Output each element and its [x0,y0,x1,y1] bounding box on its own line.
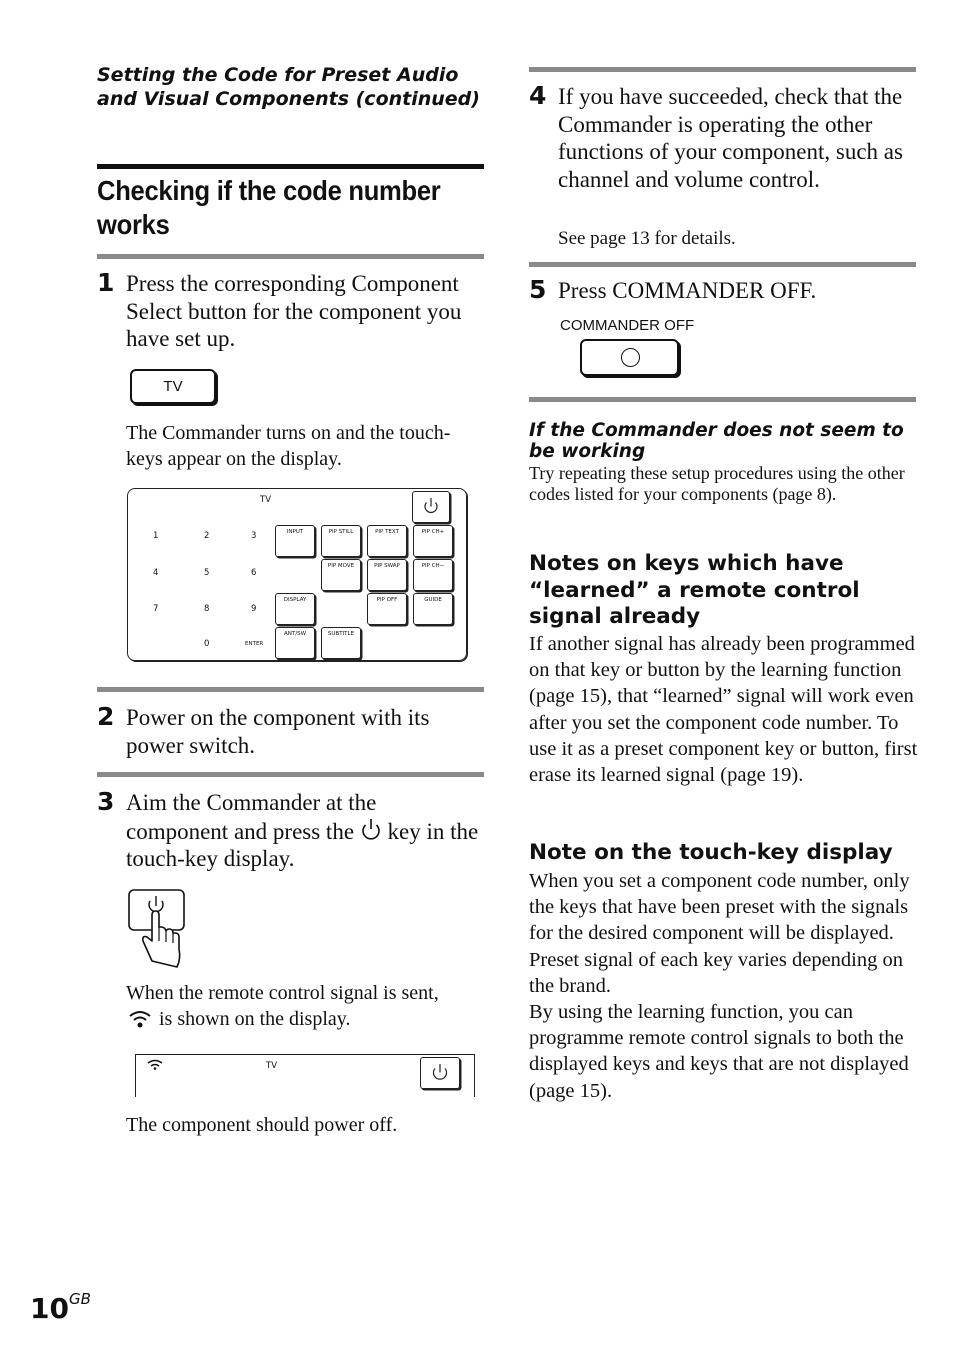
step-4-rule [529,67,916,72]
commander-off-caption: COMMANDER OFF [560,317,695,334]
pip-still-key: PIP STILL [321,525,361,557]
tv-button-label: TV [163,378,183,395]
step-3-note-a: When the remote control signal is sent, [126,982,439,1004]
step-2-rule [97,687,484,692]
display-text-paragraph-2: By using the learning function, you can programme remote control signals to both the displayed keys and keys that are not displayed (page 15). [529,1001,909,1102]
num-key-1: 1 [153,531,159,541]
pip-ch-plus-key: PIP CH+ [413,525,453,557]
circle-icon [621,348,640,367]
step-3-note-b: is shown on the display. [159,1008,351,1030]
learned-heading: Notes on keys which have “learned” a remote control signal already [529,551,860,629]
step-1-note: The Commander turns on and the touch-keys appear on the display. [126,422,451,470]
display-key: DISPLAY [275,593,315,625]
power-touch-key [412,491,450,523]
press-power-key-illustration [125,885,195,975]
step-number-1: 1 [97,268,115,297]
display-heading: Note on the touch-key display [529,840,893,865]
enter-key: ENTER [245,641,264,647]
title-top-rule [97,164,484,169]
signal-icon [146,1058,164,1070]
page-number [30,1289,91,1325]
page-number-value: 10 [30,1292,69,1325]
display-text-paragraph-1: When you set a component code number, only the keys that have been preset with the signals for the desired component will be displayed. Preset signal of each key varies depending on the brand. [529,870,910,997]
power-icon [413,492,449,522]
subtitle-key: SUBTITLE [321,627,361,659]
input-key: INPUT [275,525,315,557]
pip-text-key: PIP TEXT [367,525,407,557]
touch-key-display [127,488,467,661]
step-4-note: See page 13 for details. [558,228,736,249]
step-number-5: 5 [529,275,547,304]
pip-swap-key: PIP SWAP [367,559,407,591]
display-title: TV [266,1061,278,1071]
commander-off-button [580,339,679,376]
step-3-result: The component should power off. [126,1114,398,1136]
step-4-text: If you have succeeded, check that the Commander is operating the other functions of your component, such as channel and volume control. [558,84,903,192]
pip-off-key: PIP OFF [367,593,407,625]
step-5-text: Press COMMANDER OFF. [558,278,817,303]
step-3-note [126,980,466,1032]
ant-sw-key: ANT/SW [275,627,315,659]
learned-text: If another signal has already been programmed on that key or button by the learning function (page 15), that “learned” signal will work even after you set the component code number. To use it as a preset component key or button, first erase its learned signal (page 19). [529,633,918,787]
notes-rule [529,397,916,402]
pip-move-key: PIP MOVE [321,559,361,591]
num-key-0: 0 [204,639,210,649]
page-number-suffix: GB [68,1289,91,1308]
step-number-3: 3 [97,787,115,816]
step-3-text [126,789,484,873]
step-3-rule [97,772,484,777]
guide-key: GUIDE [413,593,453,625]
num-key-7: 7 [153,604,159,614]
pip-ch-minus-key: PIP CH− [413,559,453,591]
step-number-4: 4 [529,81,547,110]
not-working-heading: If the Commander does not seem to be working [529,420,904,462]
num-key-2: 2 [204,531,210,541]
section-title: Checking if the code number works [97,175,441,240]
step-number-2: 2 [97,702,115,731]
num-key-6: 6 [251,568,257,578]
num-key-9: 9 [251,604,257,614]
step-3-text-b: key in the touch-key display. [126,818,479,871]
num-key-4: 4 [153,568,159,578]
num-key-8: 8 [204,604,210,614]
signal-display-strip [135,1054,475,1097]
step-3-text-a: Aim the Commander at the component and press the [126,790,377,844]
power-touch-key [420,1057,460,1089]
power-icon [421,1058,459,1088]
section-rule [97,254,484,259]
num-key-5: 5 [204,568,210,578]
power-icon [360,817,382,841]
step-5-rule [529,262,916,267]
not-working-text: Try repeating these setup procedures using the other codes listed for your components (page 8). [529,463,905,504]
display-title: TV [260,495,272,505]
signal-icon [126,1009,154,1029]
num-key-3: 3 [251,531,257,541]
step-1-text: Press the corresponding Component Select button for the component you have set up. [126,271,462,351]
display-text [529,868,919,1104]
step-2-text: Power on the component with its power switch. [126,705,430,758]
tv-button [130,369,216,404]
running-header: Setting the Code for Preset Audio and Visual Components (continued) [97,64,480,110]
